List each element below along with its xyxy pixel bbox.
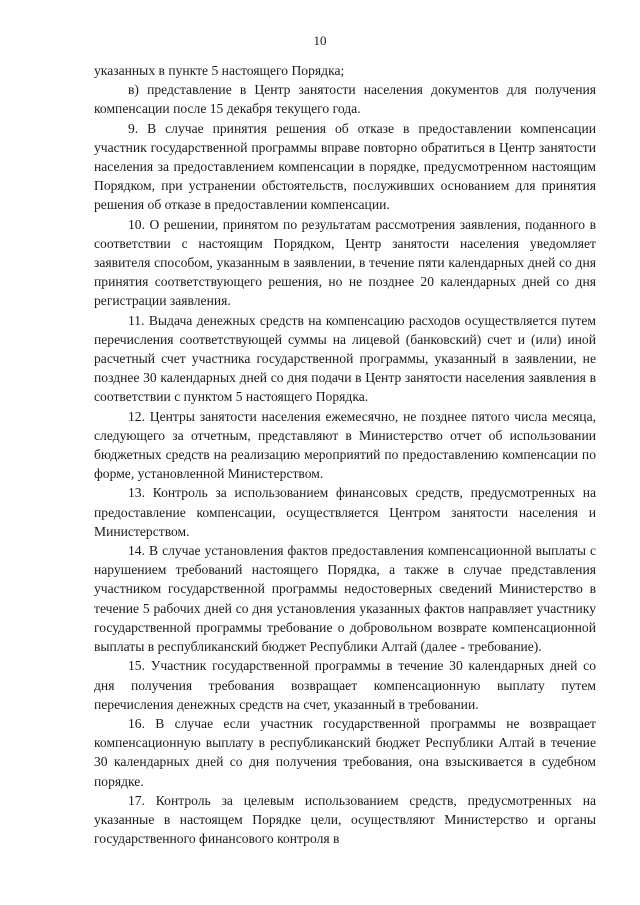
paragraph-9: 16. В случае если участник государственной программы не возвращает компенсационную выплату в республиканский бюджет Республики Алтай в течение 30 календарных дней со дня получения требования, она взыскивается в судебном порядке. (94, 715, 596, 789)
paragraph-3: 10. О решении, принятом по результатам рассмотрения заявления, поданного в соответствии с настоящим Порядком, Центр занятости населения уведомляет заявителя способом, указанным в заявлении, в течение пяти календарных дней со дня принятия соответствующего решения, но не позднее 20 календарных дней со дня регистрации заявления. (94, 216, 596, 309)
paragraph-4: 11. Выдача денежных средств на компенсацию расходов осуществляется путем перечисления соответствующей суммы на лицевой (банковский) счет и (или) иной расчетный счет участника государственной программы, указанный в заявлении, не позднее 30 календарных дней со дня подачи в Центр занятости населения заявления в соответствии с пунктом 5 настоящего Порядка. (94, 312, 596, 405)
paragraph-5: 12. Центры занятости населения ежемесячно, не позднее пятого числа месяца, следующего за отчетным, представляют в Министерство отчет об использовании бюджетных средств на реализацию мероприятий по предоставлению компенсации по форме, установленной Министерством. (94, 408, 596, 482)
paragraph-7: 14. В случае установления фактов предоставления компенсационной выплаты с нарушением требований настоящего Порядка, а также в случае представления участником государственной программы недостоверных сведений Министерство в течение 5 рабочих дней со дня установления указанных фактов направляет участнику государственной программы требование о добровольном возврате компенсационной выплаты в республиканский бюджет Республики Алтай (далее - требование). (94, 543, 596, 655)
paragraph-8: 15. Участник государственной программы в течение 30 календарных дней со дня получения требования возвращает компенсационную выплату путем перечисления денежных средств на счет, указанный в требовании. (94, 658, 596, 712)
paragraph-2: 9. В случае принятия решения об отказе в предоставлении компенсации участник государственной программы вправе повторно обратиться в Центр занятости населения за предоставлением компенсации в порядке, предусмотренном настоящим Порядком, при устранении обстоятельств, послуживших основанием для принятия решения об отказе в предоставлении компенсации. (94, 120, 596, 213)
paragraph-0: указанных в пункте 5 настоящего Порядка; (94, 63, 345, 78)
paragraph-10: 17. Контроль за целевым использованием средств, предусмотренных на указанные в настоящем Порядке цели, осуществляют Министерство и органы государственного финансового контроля в (94, 792, 596, 847)
page-number: 10 (313, 33, 327, 48)
paragraph-6: 13. Контроль за использованием финансовых средств, предусмотренных на предоставление компенсации, осуществляется Центром занятости населения и Министерством. (94, 485, 596, 539)
document-body (94, 61, 596, 848)
paragraph-1: в) представление в Центр занятости населения документов для получения компенсации после 15 декабря текущего года. (94, 82, 596, 117)
